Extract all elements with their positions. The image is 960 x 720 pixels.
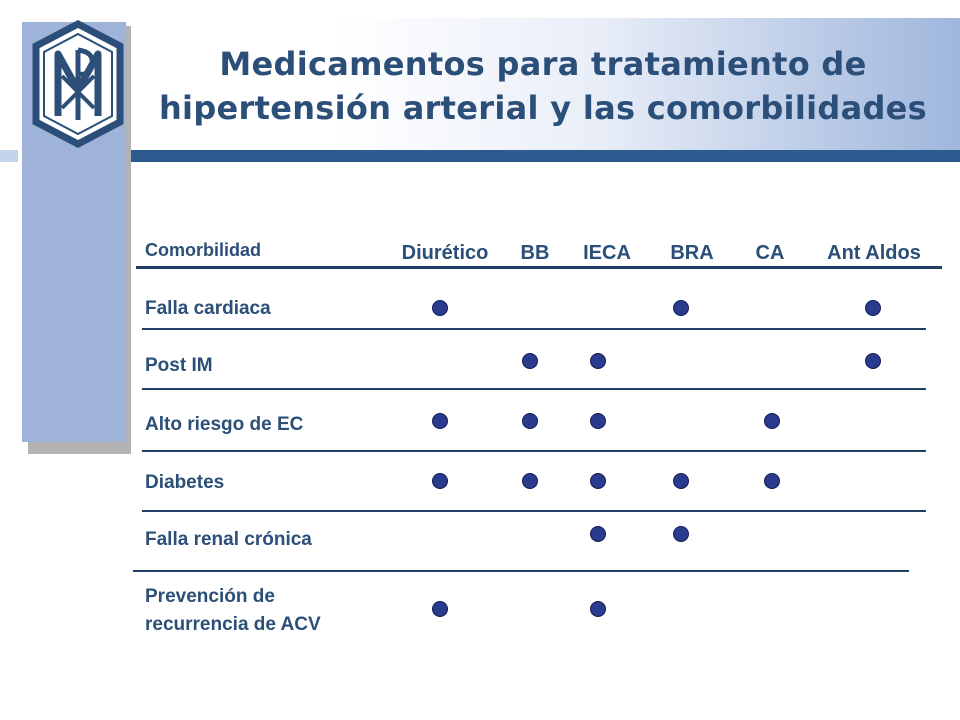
indication-dot-icon <box>673 300 689 316</box>
title-line-1: Medicamentos para tratamiento de <box>219 45 867 83</box>
column-header: BB <box>520 242 550 264</box>
indication-dot-icon <box>590 473 606 489</box>
row-divider <box>142 388 926 390</box>
indication-dot-icon <box>522 413 538 429</box>
indication-dot-icon <box>673 473 689 489</box>
indication-dot-icon <box>432 300 448 316</box>
header-divider <box>136 266 942 269</box>
indication-dot-icon <box>673 526 689 542</box>
column-header: Ant Aldos <box>827 242 921 264</box>
indication-dot-icon <box>590 413 606 429</box>
indication-dot-icon <box>432 413 448 429</box>
row-label-line: Post IM <box>145 355 213 376</box>
row-divider <box>142 328 926 330</box>
title-line-2: hipertensión arterial y las comorbilidades <box>158 89 928 127</box>
indication-dot-icon <box>590 526 606 542</box>
row-label-line: Diabetes <box>145 472 225 493</box>
row-header-label: Comorbilidad <box>145 240 261 260</box>
indication-dot-icon <box>590 601 606 617</box>
row-divider <box>142 450 926 452</box>
header-accent-bar <box>130 150 960 162</box>
row-label-line: Alto riesgo de EC <box>145 414 304 435</box>
indication-dot-icon <box>432 473 448 489</box>
row-label <box>145 526 312 554</box>
column-header: IECA <box>583 242 631 264</box>
row-divider <box>133 570 909 572</box>
indication-dot-icon <box>865 300 881 316</box>
indication-dot-icon <box>865 353 881 369</box>
indication-dot-icon <box>522 473 538 489</box>
row-label-line: recurrencia de ACV <box>145 614 321 635</box>
indication-dot-icon <box>764 473 780 489</box>
column-header: Diurético <box>401 242 489 264</box>
row-divider <box>142 510 926 512</box>
row-label <box>145 352 213 380</box>
indication-dot-icon <box>432 601 448 617</box>
row-label <box>145 583 321 639</box>
indication-dot-icon <box>590 353 606 369</box>
row-label <box>145 469 224 497</box>
row-label <box>145 295 271 323</box>
row-label-line: Falla renal crónica <box>145 529 312 550</box>
slide-title <box>150 42 936 130</box>
column-header: CA <box>755 242 785 264</box>
row-label-line: Falla cardiaca <box>145 298 271 319</box>
chi-rho-logo-icon <box>28 20 128 148</box>
row-label <box>145 411 303 439</box>
indication-dot-icon <box>522 353 538 369</box>
row-label-line: Prevención de <box>145 586 275 607</box>
column-header: BRA <box>670 242 714 264</box>
indication-dot-icon <box>764 413 780 429</box>
